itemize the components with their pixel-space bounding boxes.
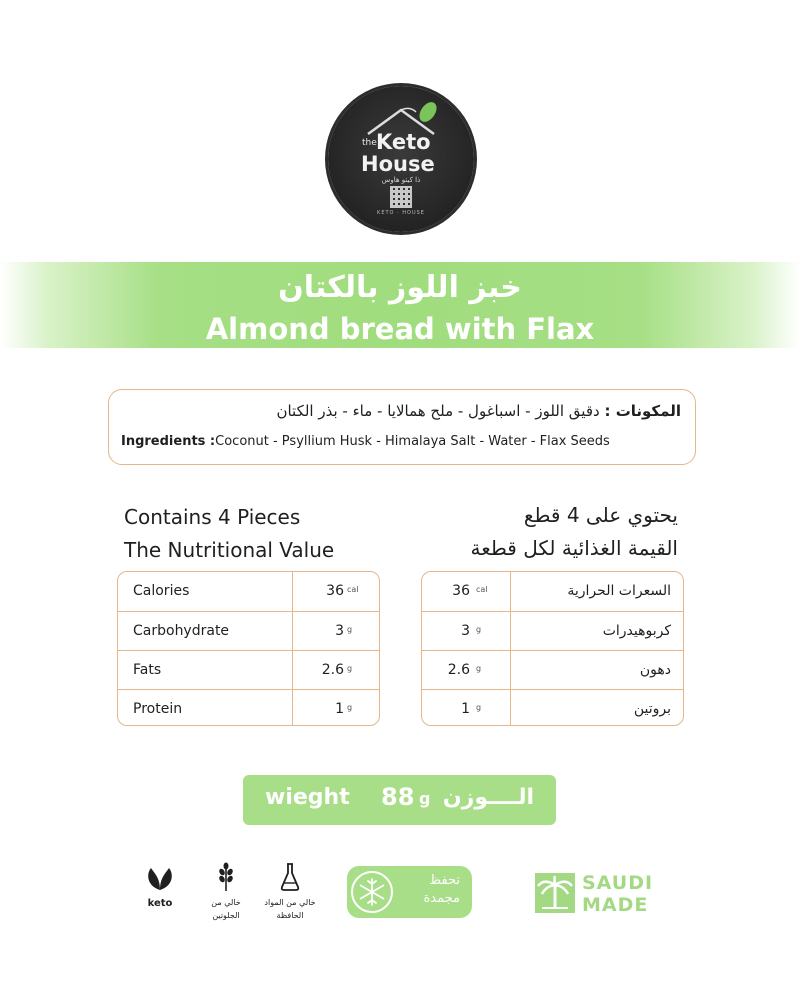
nutrient-unit: g [347,664,353,673]
weight-unit: g [419,789,431,808]
nutrition-table-english [117,571,380,726]
logo-arabic-text: ذا كيتو هاوس [381,176,421,184]
ingredients-english-label: Ingredients : [121,434,216,449]
column-divider [510,690,511,726]
nutrient-value: 1 [461,701,470,717]
ingredients-arabic-text: دقيق اللوز - اسباغول - ملح همالايا - ماء - بذر الكتان [276,402,600,420]
table-row [422,650,683,689]
frozen-label-1: تحفظ [429,873,460,888]
ingredients-english [121,434,610,449]
gluten-free-badge [200,862,252,922]
nutrient-label: دهون [639,662,671,678]
weight-label-english: wieght [265,785,350,810]
flask-icon [279,862,301,892]
nutrient-label: Carbohydrate [133,623,230,639]
snowflake-icon-circle [351,871,393,913]
saudi-made-logo [534,872,660,916]
nutrient-label: بروتين [633,701,671,717]
column-divider [292,612,293,650]
palm-tree-icon [534,872,576,914]
nutrient-label: Protein [133,701,183,717]
table-row [118,572,379,611]
product-title-english: Almond bread with Flax [205,312,595,346]
preservative-free-label-1: خالي من المواد [264,898,316,907]
pieces-heading-arabic: يحتوي على 4 قطع [523,503,678,527]
nutrient-value: 2.6 [447,662,470,678]
logo-bottom-text: KETO · HOUSE [377,210,425,216]
nutrient-unit: g [476,625,482,634]
nutrient-unit: g [347,703,353,712]
nutrient-unit: cal [476,585,488,594]
nutrient-label: Calories [133,583,190,599]
ingredients-box [108,389,696,465]
product-title-arabic: خبز اللوز بالكتان [278,270,522,305]
column-divider [292,572,293,611]
nutrition-table-arabic [421,571,684,726]
column-divider [510,572,511,611]
table-row [422,572,683,611]
ingredients-arabic-label: المكونات : [604,402,681,420]
nutrition-heading-arabic: القيمة الغذائية لكل قطعة [470,536,678,560]
ingredients-arabic [276,402,681,420]
weight-badge [243,775,556,825]
keto-house-logo [328,86,474,232]
nutrient-value: 1 [335,701,344,717]
leaf-icon [143,866,177,892]
nutrient-unit: g [476,703,482,712]
ingredients-english-text: Coconut - Psyllium Husk - Himalaya Salt - Water - Flax Seeds [215,434,610,449]
nutrient-unit: cal [347,585,359,594]
nutrient-label: Fats [133,662,162,678]
column-divider [510,612,511,650]
nutrient-value: 2.6 [321,662,344,678]
nutrient-label: كربوهيدرات [602,623,671,639]
weight-label-arabic: الــــوزن [442,785,534,810]
gluten-free-label-1: خالي من [211,898,241,907]
saudi-made-line-2: MADE [582,894,649,916]
gluten-free-label-2: الجلوتين [212,911,240,920]
logo-the-text: the [362,138,377,148]
column-divider [510,651,511,689]
preservative-free-label-2: الحافظة [276,911,304,920]
pieces-heading-english: Contains 4 Pieces [124,505,301,529]
column-divider [292,651,293,689]
column-divider [292,690,293,726]
nutrition-heading-english: The Nutritional Value [124,538,335,562]
snowflake-icon [353,873,391,911]
table-row [118,611,379,650]
saudi-made-line-1: SAUDI [582,872,654,894]
nutrient-value: 3 [335,623,344,639]
logo-house-text: House [361,152,435,176]
frozen-label-2: مجمدة [423,891,460,906]
keto-label: keto [147,898,173,909]
nutrient-value: 36 [452,583,470,599]
nutrient-label: السعرات الحرارية [567,583,671,599]
table-row [422,689,683,726]
weight-value: 88 [381,783,415,811]
keep-frozen-badge [347,866,472,918]
nutrient-value: 3 [461,623,470,639]
wheat-icon [216,862,236,892]
qr-code-icon [390,186,412,208]
nutrient-unit: g [476,664,482,673]
table-row [118,650,379,689]
table-row [118,689,379,726]
nutrient-unit: g [347,625,353,634]
preservative-free-badge [258,862,322,922]
table-row [422,611,683,650]
nutrient-value: 36 [326,583,344,599]
keto-badge [140,866,180,909]
logo-keto-text: Keto [376,130,431,154]
